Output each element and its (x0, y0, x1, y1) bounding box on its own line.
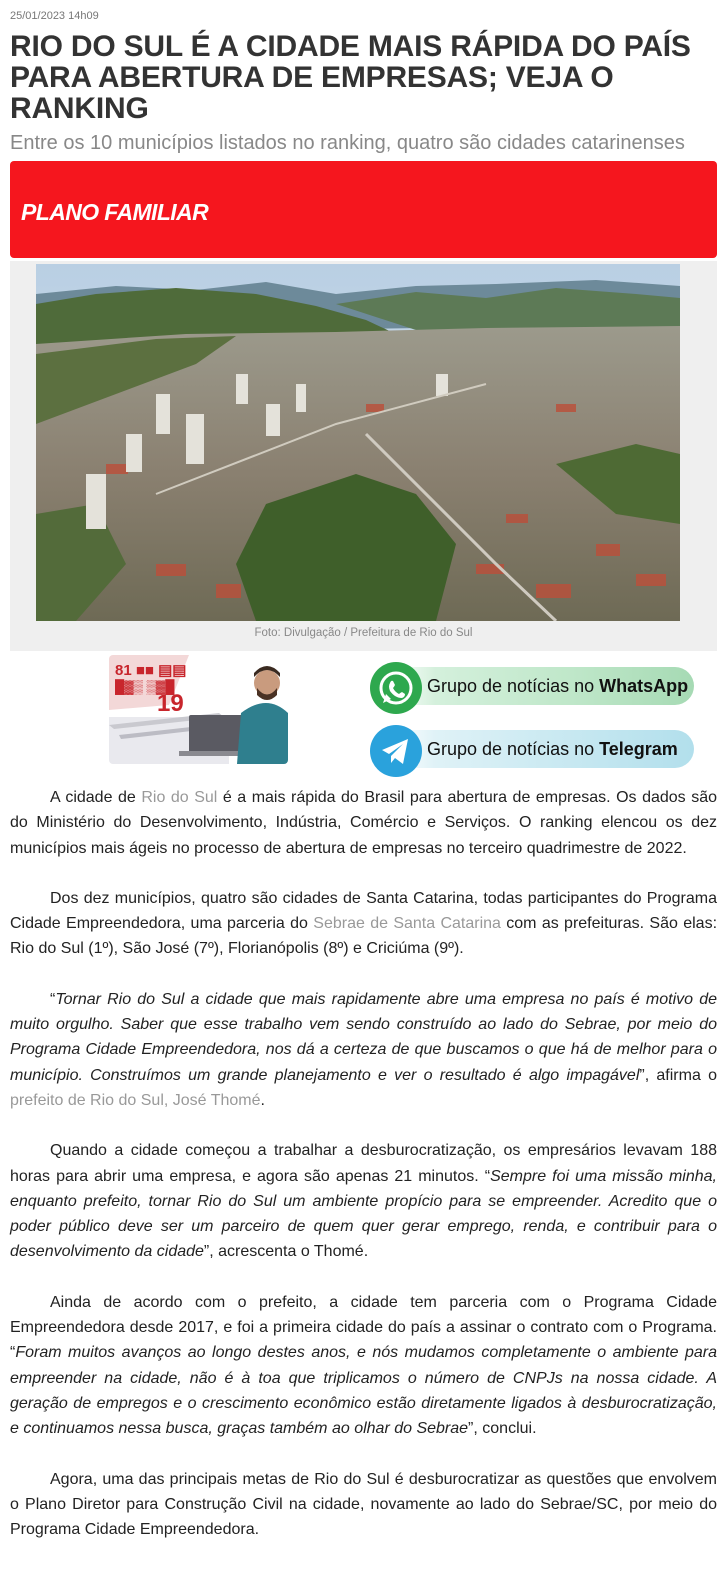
city-aerial-photo (36, 264, 680, 621)
social-row (10, 655, 717, 785)
promo-image[interactable] (109, 655, 288, 764)
whatsapp-group-button[interactable] (370, 662, 694, 708)
rio-do-sul-link[interactable]: Rio do Sul (141, 789, 218, 806)
telegram-button-label: Grupo de notícias no Telegram (427, 739, 678, 759)
whatsapp-button-label: Grupo de notícias no WhatsApp (427, 676, 689, 696)
paragraph: Ainda de acordo com o prefeito, a cidade tem parceria com o Programa Cidade Empreendedora desde 2017, e foi a primeira cidade do país a assinar o contrato com o Programa. “Foram muitos avanços ao longo destes anos, e nós mudamos completamente o ambiente para empreender na cidade, não é à toa que triplicamos o número de CNPJs na nossa cidade. A geração de empregos e o crescimento econômico estão diretamente ligados à desburocratização, e continuamos nessa busca, graças também ao olhar do Sebrae”, conclui. (10, 1293, 717, 1438)
telegram-group-button[interactable] (370, 725, 694, 771)
publish-date: 25/01/2023 14h09 (10, 10, 99, 22)
telegram-icon (370, 725, 422, 777)
article-title: RIO DO SUL É A CIDADE MAIS RÁPIDA DO PAÍS PARA ABERTURA DE EMPRESAS; VEJA O RANKING (10, 30, 691, 125)
article-subtitle: Entre os 10 municípios listados no ranking, quatro são cidades catarinenses (10, 132, 685, 154)
prefeito-link[interactable]: prefeito de Rio do Sul, José Thomé (10, 1091, 261, 1109)
paragraph: Agora, uma das principais metas de Rio do Sul é desburocratizar as questões que envolvem o Plano Diretor para Construção Civil na cidade, novamente ao lado do Sebrae/SC, por meio do Programa Cidade Empreendedora. (10, 1470, 717, 1539)
paragraph: A cidade de Rio do Sul é a mais rápida do Brasil para abertura de empresas. Os dados são do Ministério do Desenvolvimento, Indústria, Comércio e Serviços. O ranking elencou os dez municípios mais ágeis no processo de abertura de empresas no terceiro quadrimestre de 2022. (10, 789, 718, 857)
whatsapp-icon (370, 662, 422, 714)
svg-text:█▓▒ ▒▓█: █▓▒ ▒▓█ (115, 679, 175, 694)
photo-caption: Foto: Divulgação / Prefeitura de Rio do Sul (254, 627, 473, 639)
paragraph: Quando a cidade começou a trabalhar a desburocratização, os empresários levavam 188 horas para abrir uma empresa, e agora são apenas 21 minutos. “Sempre foi uma missão minha, enquanto prefeito, tornar Rio do Sul um ambiente propício para se empreender. Acredito que o poder público deve ser um parceiro de quem quer gerar emprego, renda, e contribuir para o desenvolvimento da cidade”, acrescenta o Thomé. (10, 1142, 718, 1261)
photo-container (10, 261, 717, 651)
promo-graphic-number: 19 (157, 690, 184, 717)
ad-banner-text: PLANO FAMILIAR (21, 199, 209, 225)
paragraph: “Tornar Rio do Sul a cidade que mais rapidamente abre uma empresa no país é motivo de muito orgulho. Saber que esse trabalho vem sendo construído ao lado do Sebrae, por meio do Programa Cidade Empreendedora, nos dá a certeza de que buscamos o que há de melhor para o município. Construímos um grande planejamento e ver o resultado é algo impagável”, afirma o prefeito de Rio do Sul, José Thomé. (10, 990, 717, 1109)
article-body (10, 785, 717, 1542)
paragraph: Dos dez municípios, quatro são cidades de Santa Catarina, todas participantes do Programa Cidade Empreendedora, uma parceria do Sebrae de Santa Catarina com as prefeituras. São elas: Rio do Sul (1º), São José (7º), Florianópolis (8º) e Criciúma (9º). (10, 889, 718, 958)
ad-banner[interactable] (10, 161, 717, 258)
svg-text:81 ■■ ▤▤: 81 ■■ ▤▤ (115, 662, 187, 679)
sebrae-sc-link[interactable]: Sebrae de Santa Catarina (313, 915, 501, 933)
